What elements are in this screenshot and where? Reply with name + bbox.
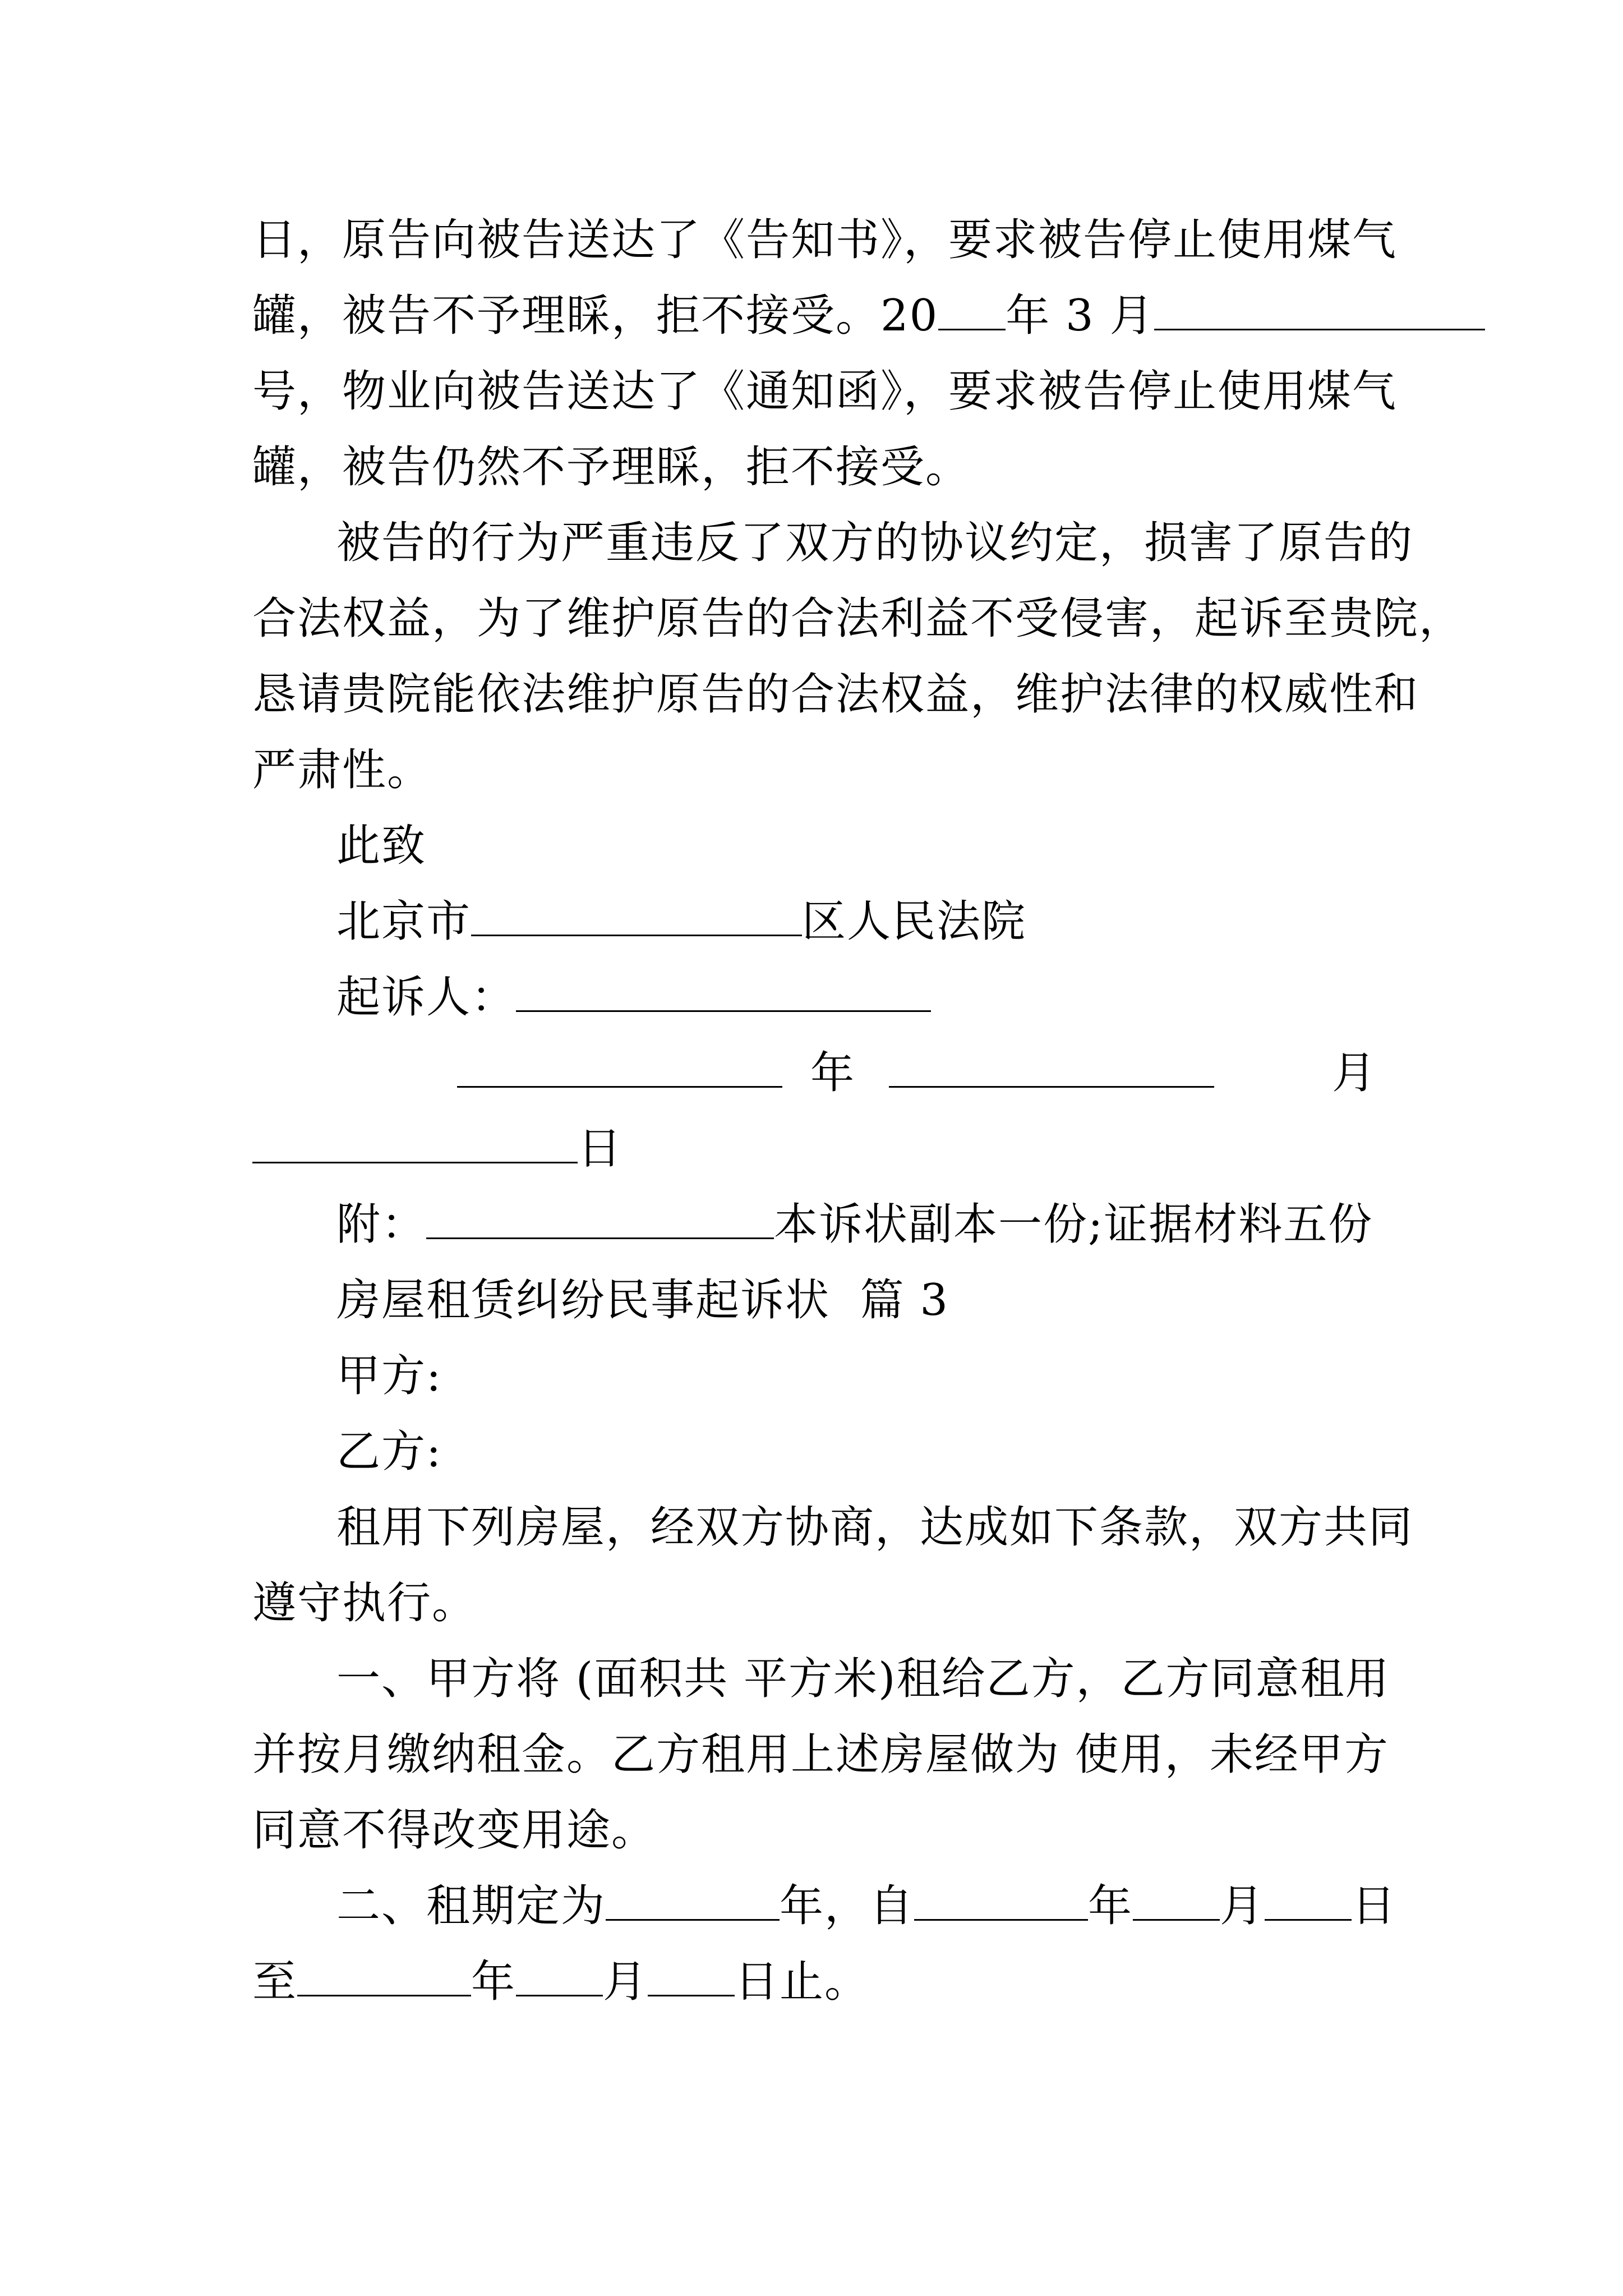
end-day-blank [648, 1955, 735, 1996]
para4-line2: 并按月缴纳租金。乙方租用上述房屋做为 使用，未经甲方 [252, 1729, 1389, 1780]
para1-line4: 罐，被告仍然不予理睬，拒不接受。 [252, 442, 971, 493]
salutation: 此致 [336, 821, 427, 871]
date-day-blank [252, 1122, 578, 1163]
plaintiff-label: 起诉人： [336, 972, 517, 1023]
para4-line3: 同意不得改变用途。 [252, 1805, 657, 1856]
start-day-label: 日 [1352, 1881, 1397, 1931]
attachment-text: 本诉状副本一份;证据材料五份 [774, 1199, 1373, 1250]
party-b: 乙方: [336, 1427, 442, 1477]
para3-line1: 租用下列房屋，经双方协商，达成如下条款，双方共同 [336, 1502, 1414, 1553]
start-year-blank [914, 1880, 1088, 1921]
para2-line4: 严肃性。 [252, 745, 432, 795]
end-month-blank [516, 1955, 603, 1996]
para5-line2 [252, 1954, 1380, 2010]
start-year-label: 年 [1088, 1881, 1133, 1931]
attachment-line [336, 1197, 1464, 1253]
plaintiff-line [336, 969, 1464, 1025]
court-city: 北京市 [336, 896, 472, 947]
date-year-label: 年 [810, 1048, 855, 1098]
year-blank [938, 289, 1006, 330]
para2-line3: 恳请贵院能依法维护原告的合法权益，维护法律的权威性和 [252, 669, 1419, 720]
attachment-label: 附： [336, 1199, 427, 1250]
para2-line2: 合法权益，为了维护原告的合法利益不受侵害，起诉至贵院， [252, 593, 1464, 644]
court-line [336, 894, 1464, 950]
start-month-label: 月 [1220, 1881, 1265, 1931]
para1-line2 [252, 288, 1380, 344]
party-a: 甲方: [336, 1351, 442, 1401]
date-day-line [252, 1121, 1380, 1177]
day-blank [1154, 289, 1485, 330]
section-title: 房屋租赁纠纷民事起诉状 篇 3 [336, 1275, 949, 1326]
court-name: 区人民法院 [802, 896, 1027, 947]
term-years-blank [606, 1880, 780, 1921]
date-year-blank [457, 1047, 782, 1088]
term-from-label: 年，自 [780, 1881, 915, 1931]
date-day-label: 日 [578, 1124, 623, 1174]
until-label: 至 [252, 1957, 298, 2007]
para1-line2-text: 罐，被告不予理睬，拒不接受。20 [252, 291, 939, 341]
attachment-blank [426, 1198, 774, 1239]
para4-line1: 一、甲方将 (面积共 平方米)租给乙方，乙方同意租用 [336, 1654, 1390, 1704]
para5-line1 [336, 1878, 1464, 1934]
para2-line1: 被告的行为严重违反了双方的协议约定，损害了原告的 [336, 518, 1414, 568]
para1-line3: 号，物业向被告送达了《通知函》，要求被告停止使用煤气 [252, 366, 1398, 417]
para1-line1: 日，原告向被告送达了《告知书》，要求被告停止使用煤气 [252, 215, 1398, 265]
end-day-label: 日止。 [735, 1957, 870, 2007]
end-year-label: 年 [471, 1957, 517, 2007]
date-line [457, 1045, 1380, 1101]
start-month-blank [1133, 1880, 1220, 1921]
term-label: 二、租期定为 [336, 1881, 606, 1931]
end-month-label: 月 [603, 1957, 648, 2007]
court-district-blank [471, 895, 802, 936]
para1-line2-month: 年 3 月 [1006, 291, 1155, 341]
start-day-blank [1265, 1880, 1352, 1921]
para3-line2: 遵守执行。 [252, 1578, 477, 1628]
end-year-blank [297, 1955, 471, 1996]
date-month-blank [889, 1047, 1214, 1088]
plaintiff-blank [516, 971, 931, 1012]
date-month-label: 月 [1331, 1048, 1377, 1098]
